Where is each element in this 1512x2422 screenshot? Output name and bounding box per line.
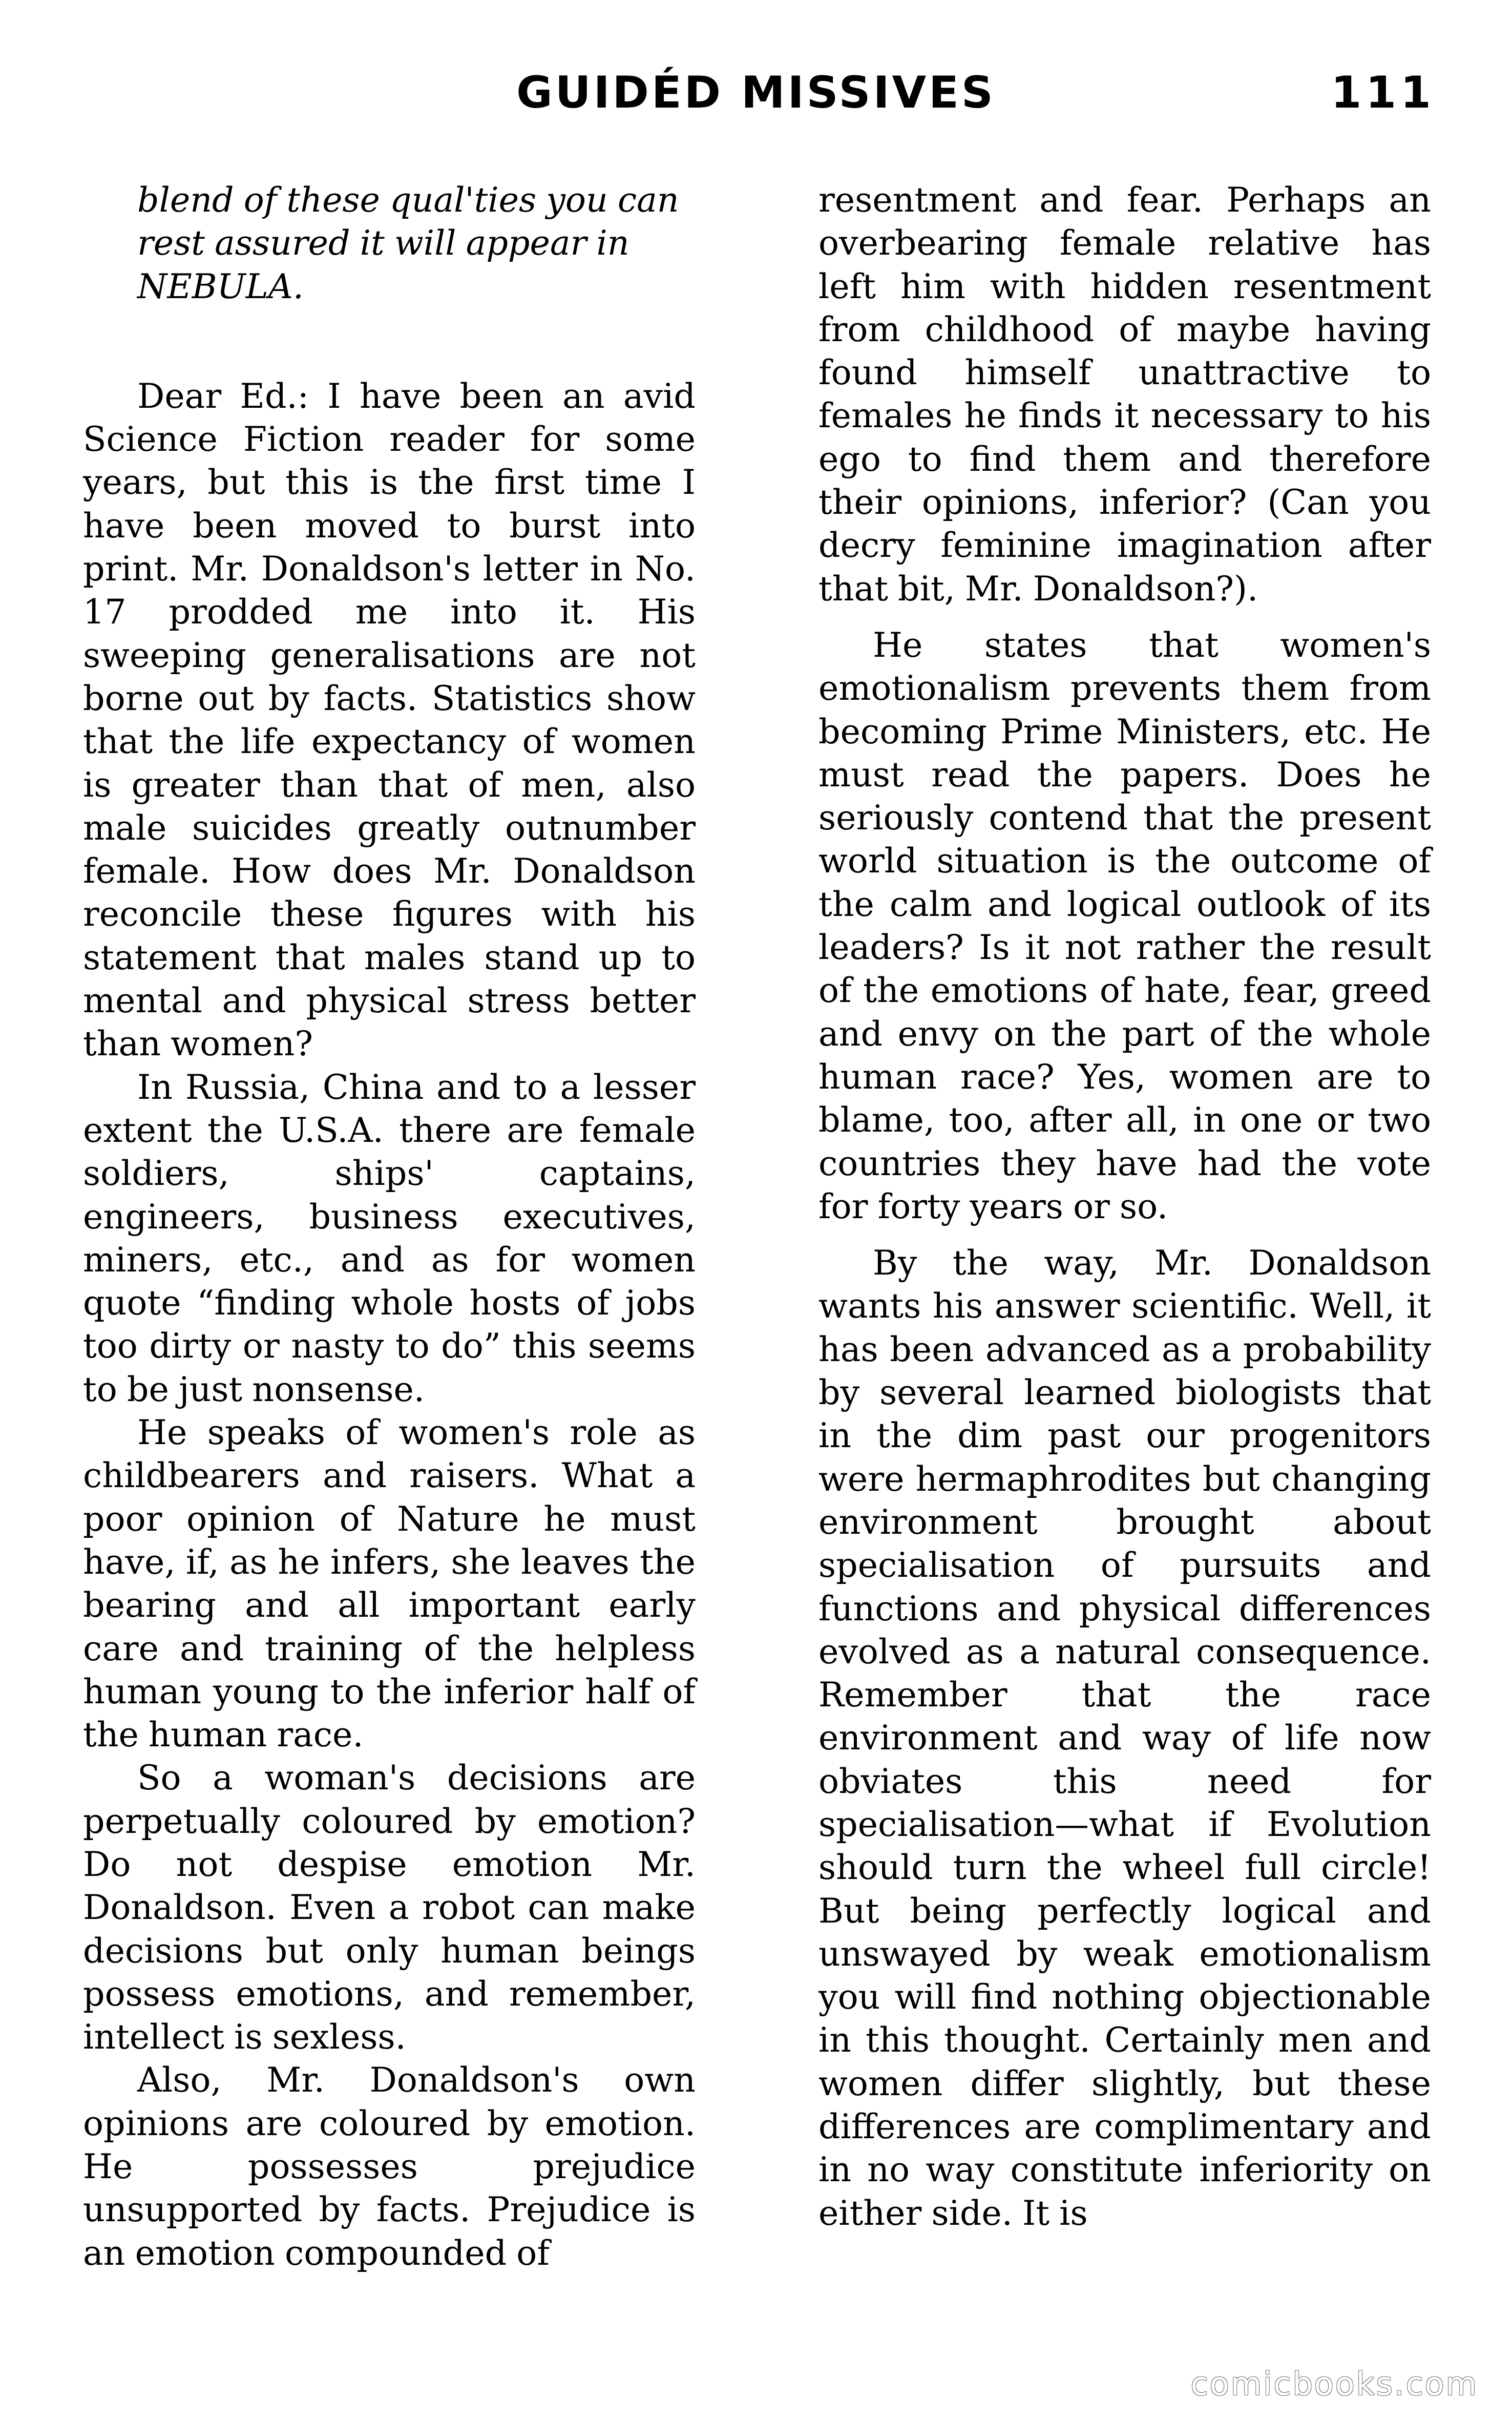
letter-paragraph: So a woman's decisions are perpetually coloured by emotion? Do not despise emotion Mr. Donaldson. Even a robot can make decisions but only human beings possess emotions, and remember, intellect is sexless. [83, 1758, 696, 2057]
editor-note: blend of these qual'ties you can rest assured it will appear in NEBULA. [137, 180, 679, 306]
page-number: 111 [1331, 67, 1435, 118]
letter-paragraph: He speaks of women's role as childbearers and raisers. What a poor opinion of Nature he must have, if, as he infers, she leaves the bearing and all important early care and training of the helpless human young to the inferior half of the human race. [83, 1412, 696, 1755]
letter-paragraph: He states that women's emotionalism prevents them from becoming Prime Ministers, etc. He must read the papers. Does he seriously contend that the present world situation is the outcome of the calm and logical outlook of its leaders? Is it not rather the result of the emotions of hate, fear, greed and envy on the part of the whole human race? Yes, women are to blame, too, after all, in one or two countries they have had the vote for forty years or so. [818, 624, 1431, 1226]
left-column [83, 178, 696, 2274]
letter-paragraph: resentment and fear. Perhaps an overbearing female relative has left him with hidden resentment from childhood of maybe having found himself unattractive to females he finds it necessary to his ego to find them and therefore their opinions, inferior? (Can you decry feminine imagination after that bit, Mr. Donaldson?). [818, 180, 1431, 609]
letter-paragraph: In Russia, China and to a lesser extent the U.S.A. there are female soldiers, ships' captains, engineers, business executives, miners, etc., and as for women quote “finding whole hosts of jobs too dirty or nasty to do” this seems to be just nonsense. [83, 1067, 696, 1409]
watermark-text: comicbooks.com [1190, 2365, 1478, 2403]
letter-paragraph: By the way, Mr. Donaldson wants his answer scientific. Well, it has been advanced as a probability by several learned biologists that in the dim past our progenitors were hermaphrodites but changing environment brought about specialisation of pursuits and functions and physical differences evolved as a natural consequence. Remember that the race environment and way of life now obviates this need for specialisation—what if Evolution should turn the wheel full circle! But being perfectly logical and unswayed by weak emotionalism you will find nothing objectionable in this thought. Certainly men and women differ slightly, but these differences are complimentary and in no way constitute inferiority on either side. It is [818, 1243, 1431, 2233]
right-column [818, 178, 1431, 2235]
page-header-title: GUIDÉD MISSIVES [516, 67, 996, 118]
letter-paragraph: Dear Ed.: I have been an avid Science Fiction reader for some years, but this is the first time I have been moved to burst into print. Mr. Donaldson's letter in No. 17 prodded me into it. His sweeping generalisations are not borne out by facts. Statistics show that the life expectancy of women is greater than that of men, also male suicides greatly outnumber female. How does Mr. Donaldson reconcile these figures with his statement that males stand up to mental and physical stress better than women? [83, 375, 696, 1064]
letter-paragraph: Also, Mr. Donaldson's own opinions are coloured by emotion. He possesses prejudice unsupported by facts. Prejudice is an emotion compounded of [83, 2060, 696, 2273]
